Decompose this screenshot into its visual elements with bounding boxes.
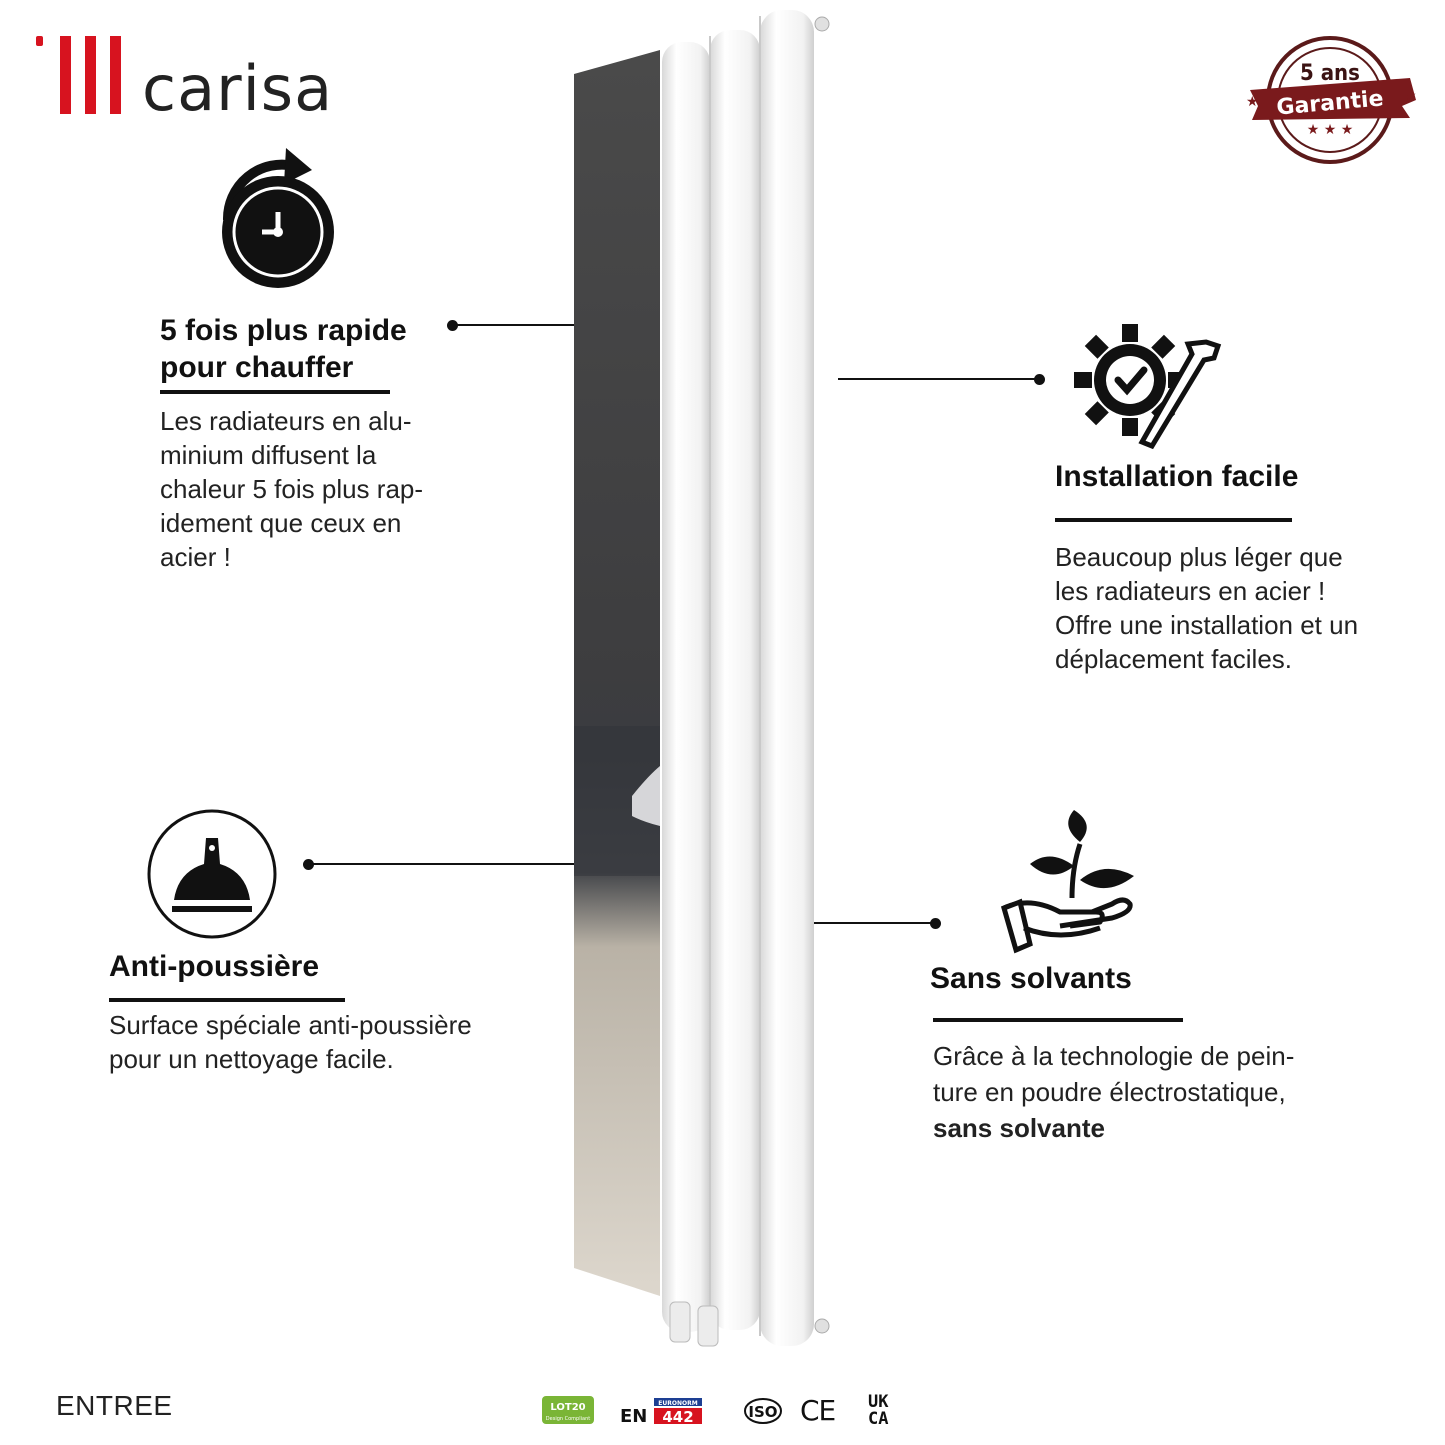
svg-text:★ ★ ★: ★ ★ ★ xyxy=(1306,122,1354,138)
connector-dot-solvent xyxy=(930,918,941,929)
svg-text:★: ★ xyxy=(1404,87,1417,103)
iso-certification-logo xyxy=(742,1396,784,1426)
svg-text:442: 442 xyxy=(662,1408,694,1426)
gear-wrench-icon xyxy=(1072,322,1222,452)
feature-install-title: Installation facile xyxy=(1055,460,1299,493)
feature-rapid-underline xyxy=(160,390,390,394)
svg-text:LOT20: LOT20 xyxy=(550,1402,586,1413)
feature-dust-title: Anti-poussière xyxy=(109,950,320,983)
ce-certification-logo: CE xyxy=(800,1394,836,1427)
feature-solvent-body: Grâce à la technologie de pein- ture en poudre électrostatique, sans solvante xyxy=(933,1038,1294,1146)
plant-hand-icon xyxy=(1000,808,1140,956)
feature-solvent-body-bold: sans solvante xyxy=(933,1113,1105,1143)
brand-name: carisa xyxy=(142,52,334,125)
feature-solvent-title: Sans solvants xyxy=(930,962,1132,995)
feature-solvent-underline xyxy=(933,1018,1183,1022)
badge-line2: Garantie xyxy=(1275,86,1385,121)
clock-refresh-icon xyxy=(212,148,340,294)
brand-logo-mark xyxy=(36,36,128,114)
warranty-badge xyxy=(1240,34,1420,166)
connector-line-dust xyxy=(308,863,574,865)
feature-dust-underline xyxy=(109,998,345,1002)
svg-text:★: ★ xyxy=(1246,93,1259,109)
connector-line-install xyxy=(838,378,1038,380)
duster-icon xyxy=(146,808,278,940)
connector-line-rapid xyxy=(452,324,574,326)
connector-line-solvent xyxy=(814,922,934,924)
feature-dust-body: Surface spéciale anti-poussière pour un nettoyage facile. xyxy=(109,1010,472,1074)
feature-install-body: Beaucoup plus léger que les radiateurs en acier ! Offre une installation et un déplacement faciles. xyxy=(1055,542,1359,674)
connector-dot-install xyxy=(1034,374,1045,385)
radiator-product-image xyxy=(570,6,840,1358)
feature-rapid-title: 5 fois plus rapide pour chauffer xyxy=(160,314,407,384)
feature-rapid-body: Les radiateurs en alu- minium diffusent la chaleur 5 fois plus rap- idement que ceux en acier ! xyxy=(160,406,424,572)
footer-label: ENTREE xyxy=(56,1390,173,1421)
svg-text:Design Compliant: Design Compliant xyxy=(545,1416,591,1422)
svg-text:EURONORM: EURONORM xyxy=(658,1400,698,1407)
badge-line1: 5 ans xyxy=(1300,61,1360,86)
lot20-certification-logo xyxy=(542,1394,596,1426)
svg-text:EN: EN xyxy=(620,1406,648,1426)
en442-certification-logo xyxy=(620,1396,704,1426)
svg-text:ISO: ISO xyxy=(748,1403,778,1421)
feature-install-underline xyxy=(1055,518,1292,522)
ukca-certification-logo: UK CA xyxy=(868,1392,889,1429)
